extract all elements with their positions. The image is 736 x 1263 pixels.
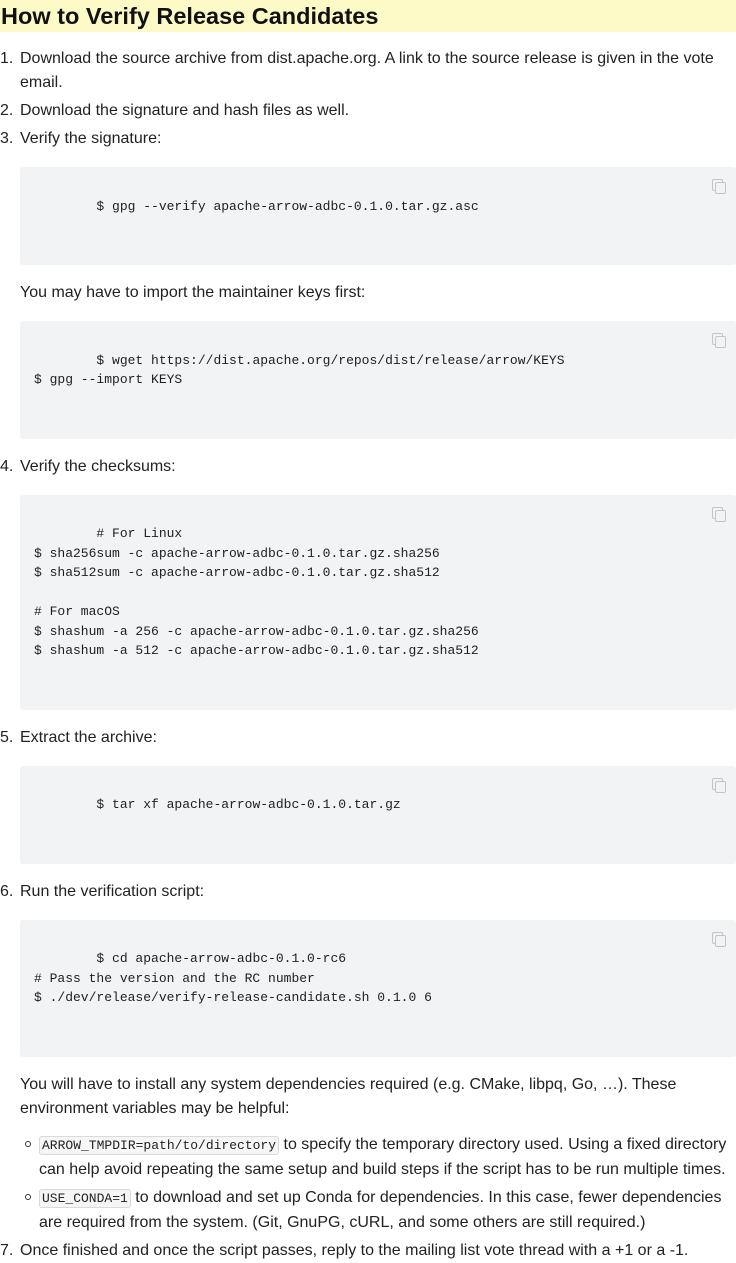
code-block: [20, 495, 736, 710]
step-note: You may have to import the maintainer keys first:: [20, 284, 366, 301]
step-number: 6 .: [0, 880, 18, 904]
step-number: 3 .: [0, 127, 18, 151]
env-var-list: [20, 1133, 736, 1235]
step-text: Extract the archive:: [20, 728, 157, 746]
copy-icon[interactable]: [712, 179, 726, 193]
code-text: $ wget https://dist.apache.org/repos/dist/release/arrow/KEYS $ gpg --import KEYS: [34, 352, 565, 387]
step-number: 5 .: [0, 726, 18, 750]
env-var-text: to specify the temporary directory used. Using a fixed directory can help avoid repeating the same setup and build steps if the script has to be run multiple times.: [39, 1135, 727, 1178]
env-var-item: [39, 1133, 736, 1182]
step-number: 4 .: [0, 455, 18, 479]
env-var-text: to download and set up Conda for dependencies. In this case, fewer dependencies are required from the system. (Git, GnuPG, cURL, and some others are still required.): [39, 1188, 722, 1231]
step-text: Verify the signature:: [20, 130, 162, 147]
code-block: [20, 766, 736, 864]
copy-icon[interactable]: [712, 507, 726, 521]
steps-list: [0, 47, 736, 1263]
step-2: [0, 99, 736, 123]
page-title: How to Verify Release Candidates: [0, 0, 736, 32]
step-number: 1 .: [0, 47, 18, 71]
env-var-code: ARROW_TMPDIR=path/to/directory: [39, 1136, 279, 1155]
step-text: Download the signature and hash files as well.: [20, 102, 350, 119]
env-var-code: USE_CONDA=1: [39, 1189, 131, 1208]
copy-icon[interactable]: [712, 778, 726, 792]
code-block: [20, 167, 736, 265]
step-number: 2 .: [0, 99, 18, 123]
copy-icon[interactable]: [712, 932, 726, 946]
step-3: [0, 127, 736, 439]
copy-icon[interactable]: [712, 333, 726, 347]
step-7: [0, 1239, 736, 1263]
code-text: $ tar xf apache-arrow-adbc-0.1.0.tar.gz: [96, 797, 401, 812]
step-1: [0, 47, 736, 95]
step-6: [0, 880, 736, 1235]
step-number: 7 .: [0, 1239, 18, 1263]
step-text: Run the verification script:: [20, 882, 205, 900]
env-var-item: [39, 1186, 736, 1235]
code-block: [20, 920, 736, 1057]
code-text: $ cd apache-arrow-adbc-0.1.0-rc6 # Pass the version and the RC number $ ./dev/release/verify-release-candidate.sh 0.1.0 6: [34, 951, 432, 1005]
step-text: Download the source archive from dist.apache.org. A link to the source release is given in the vote email.: [20, 50, 714, 91]
code-text: # For Linux $ sha256sum -c apache-arrow-adbc-0.1.0.tar.gz.sha256 $ sha512sum -c apache-arrow-adbc-0.1.0.tar.gz.sha512 # For macOS $ shashum -a 256 -c apache-arrow-adbc-0.1.0.tar.gz.sha256 $ shashum -a 512 -c apache-arrow-adbc-0.1.0.tar.gz.sha512: [34, 526, 479, 658]
code-text: $ gpg --verify apache-arrow-adbc-0.1.0.tar.gz.asc: [96, 198, 479, 214]
step-4: [0, 455, 736, 710]
code-block: [20, 321, 736, 439]
step-note: You will have to install any system dependencies required (e.g. CMake, libpq, Go, …). These environment variables may be helpful:: [20, 1075, 677, 1117]
step-text: Verify the checksums:: [20, 457, 176, 475]
step-text: Once finished and once the script passes, reply to the mailing list vote thread with a +1 or a -1.: [20, 1241, 689, 1259]
step-5: [0, 726, 736, 864]
